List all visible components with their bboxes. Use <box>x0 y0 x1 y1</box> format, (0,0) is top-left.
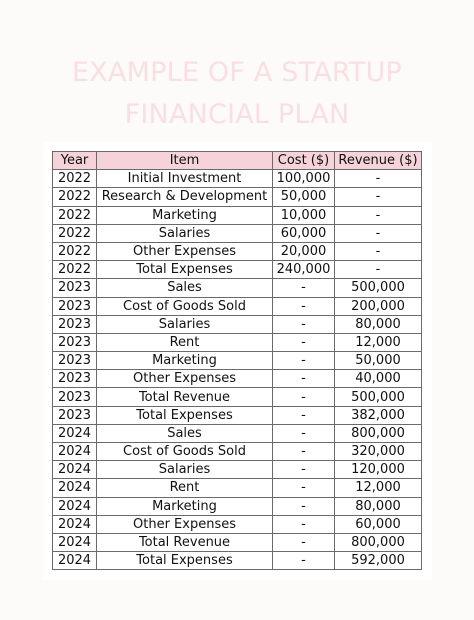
cell-revenue: - <box>335 261 422 279</box>
table-row <box>53 388 422 406</box>
page-title <box>0 52 474 136</box>
table-row <box>53 461 422 479</box>
cell-revenue: 320,000 <box>335 443 422 461</box>
cell-cost: - <box>273 388 335 406</box>
cell-cost: - <box>273 533 335 551</box>
cell-cost: - <box>273 333 335 351</box>
cell-revenue: 382,000 <box>335 406 422 424</box>
cell-item: Other Expenses <box>97 242 273 260</box>
cell-year: 2023 <box>53 370 97 388</box>
cell-cost: - <box>273 461 335 479</box>
cell-year: 2023 <box>53 352 97 370</box>
cell-cost: 100,000 <box>273 170 335 188</box>
cell-revenue: - <box>335 188 422 206</box>
cell-cost: - <box>273 479 335 497</box>
table-header-row <box>53 152 422 170</box>
cell-item: Marketing <box>97 352 273 370</box>
cell-year: 2024 <box>53 443 97 461</box>
cell-year: 2022 <box>53 206 97 224</box>
cell-item: Total Revenue <box>97 533 273 551</box>
table-row <box>53 443 422 461</box>
table-row <box>53 188 422 206</box>
cell-revenue: - <box>335 224 422 242</box>
page-title-line-1: EXAMPLE OF A STARTUP <box>71 57 403 88</box>
cell-item: Rent <box>97 333 273 351</box>
cell-cost: - <box>273 424 335 442</box>
cell-revenue: - <box>335 206 422 224</box>
table-body <box>53 170 422 570</box>
cell-revenue: 80,000 <box>335 497 422 515</box>
cell-revenue: 120,000 <box>335 461 422 479</box>
cell-revenue: 800,000 <box>335 424 422 442</box>
cell-revenue: 80,000 <box>335 315 422 333</box>
cell-year: 2022 <box>53 224 97 242</box>
cell-year: 2024 <box>53 424 97 442</box>
cell-year: 2023 <box>53 315 97 333</box>
cell-year: 2023 <box>53 406 97 424</box>
cell-cost: - <box>273 497 335 515</box>
cell-year: 2023 <box>53 297 97 315</box>
cell-year: 2024 <box>53 461 97 479</box>
cell-cost: - <box>273 352 335 370</box>
cell-year: 2023 <box>53 333 97 351</box>
cell-item: Total Revenue <box>97 388 273 406</box>
table-row <box>53 552 422 570</box>
cell-year: 2022 <box>53 170 97 188</box>
table-row <box>53 224 422 242</box>
cell-revenue: 500,000 <box>335 279 422 297</box>
table-row <box>53 515 422 533</box>
table-row <box>53 424 422 442</box>
table-row <box>53 406 422 424</box>
table-row <box>53 533 422 551</box>
cell-item: Salaries <box>97 461 273 479</box>
cell-revenue: 60,000 <box>335 515 422 533</box>
cell-cost: 20,000 <box>273 242 335 260</box>
cell-revenue: 592,000 <box>335 552 422 570</box>
cell-cost: - <box>273 370 335 388</box>
cell-item: Rent <box>97 479 273 497</box>
column-header-cost: Cost ($) <box>273 152 335 170</box>
cell-cost: - <box>273 279 335 297</box>
column-header-revenue: Revenue ($) <box>335 152 422 170</box>
cell-item: Cost of Goods Sold <box>97 297 273 315</box>
column-header-year: Year <box>53 152 97 170</box>
column-header-item: Item <box>97 152 273 170</box>
cell-item: Marketing <box>97 206 273 224</box>
cell-cost: - <box>273 315 335 333</box>
cell-year: 2022 <box>53 242 97 260</box>
table-row <box>53 261 422 279</box>
cell-item: Total Expenses <box>97 261 273 279</box>
table-row <box>53 479 422 497</box>
cell-cost: - <box>273 515 335 533</box>
cell-item: Research & Development <box>97 188 273 206</box>
cell-year: 2023 <box>53 388 97 406</box>
cell-year: 2023 <box>53 279 97 297</box>
cell-item: Salaries <box>97 315 273 333</box>
cell-year: 2022 <box>53 188 97 206</box>
cell-year: 2024 <box>53 552 97 570</box>
table-row <box>53 206 422 224</box>
cell-revenue: 50,000 <box>335 352 422 370</box>
cell-item: Salaries <box>97 224 273 242</box>
cell-revenue: 40,000 <box>335 370 422 388</box>
cell-year: 2024 <box>53 515 97 533</box>
cell-item: Marketing <box>97 497 273 515</box>
cell-revenue: 12,000 <box>335 333 422 351</box>
cell-item: Initial Investment <box>97 170 273 188</box>
cell-cost: 10,000 <box>273 206 335 224</box>
cell-revenue: - <box>335 170 422 188</box>
cell-cost: 60,000 <box>273 224 335 242</box>
cell-cost: - <box>273 297 335 315</box>
cell-revenue: - <box>335 242 422 260</box>
cell-revenue: 12,000 <box>335 479 422 497</box>
cell-item: Total Expenses <box>97 552 273 570</box>
table-row <box>53 352 422 370</box>
cell-revenue: 800,000 <box>335 533 422 551</box>
table-row <box>53 315 422 333</box>
cell-year: 2024 <box>53 533 97 551</box>
cell-item: Total Expenses <box>97 406 273 424</box>
cell-cost: - <box>273 406 335 424</box>
cell-year: 2024 <box>53 497 97 515</box>
cell-cost: 240,000 <box>273 261 335 279</box>
cell-cost: - <box>273 443 335 461</box>
cell-revenue: 500,000 <box>335 388 422 406</box>
cell-item: Sales <box>97 279 273 297</box>
table-row <box>53 497 422 515</box>
cell-item: Other Expenses <box>97 370 273 388</box>
table-row <box>53 297 422 315</box>
cell-year: 2022 <box>53 261 97 279</box>
cell-year: 2024 <box>53 479 97 497</box>
cell-item: Other Expenses <box>97 515 273 533</box>
cell-cost: 50,000 <box>273 188 335 206</box>
cell-item: Cost of Goods Sold <box>97 443 273 461</box>
financial-plan-table <box>52 151 422 570</box>
table-row <box>53 170 422 188</box>
table-row <box>53 279 422 297</box>
table-row <box>53 242 422 260</box>
table-row <box>53 333 422 351</box>
cell-cost: - <box>273 552 335 570</box>
cell-item: Sales <box>97 424 273 442</box>
cell-revenue: 200,000 <box>335 297 422 315</box>
table-row <box>53 370 422 388</box>
page-title-line-2: FINANCIAL PLAN <box>124 99 350 130</box>
